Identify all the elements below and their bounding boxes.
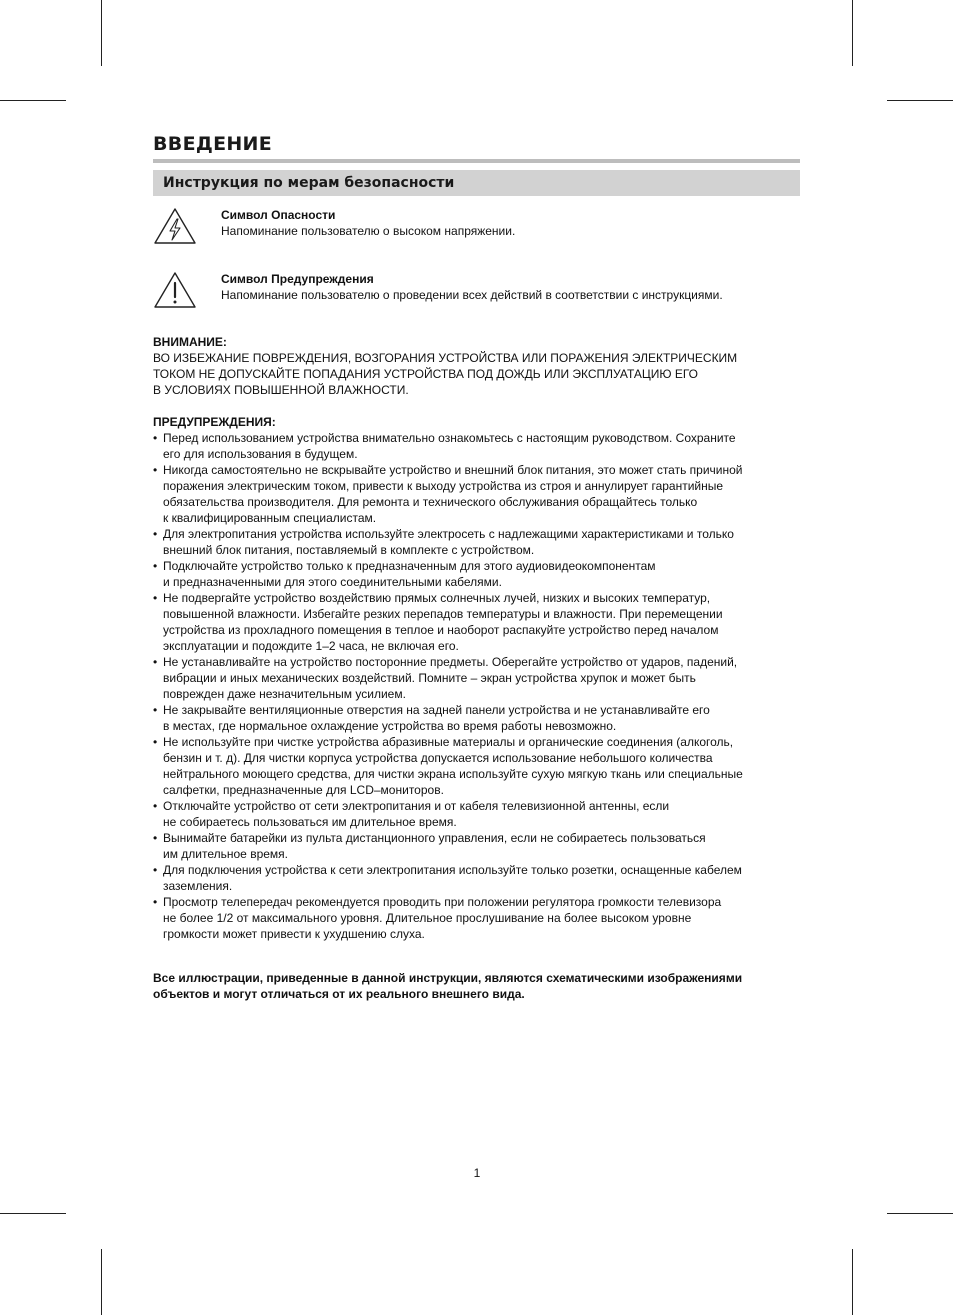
warning-line: • Никогда самостоятельно не вскрывайте устройство и внешний блок питания, это может стать причиной (163, 463, 743, 477)
warning-line: нейтрального моющего средства, для чистки экрана используйте сухую мягкую ткань или специальные (163, 767, 743, 781)
page-title: ВВЕДЕНИЕ (153, 133, 273, 155)
warning-item (153, 462, 813, 526)
warning-line: • Не устанавливайте на устройство посторонние предметы. Оберегайте устройство от ударов, падений, (163, 655, 738, 669)
warning-line: к квалифицированным специалистам. (163, 511, 377, 525)
warning-item (153, 558, 813, 590)
warning-line: салфетки, предназначенные для LCD–мониторов. (163, 783, 444, 797)
disclaimer-line: объектов и могут отличаться от их реального внешнего вида. (153, 987, 525, 1001)
warnings-list (153, 430, 813, 942)
warning-line: его для использования в будущем. (163, 447, 358, 461)
warning-line: • Вынимайте батарейки из пульта дистанционного управления, если не собираетесь пользоваться (163, 831, 706, 845)
attention-heading: ВНИМАНИЕ: (153, 335, 227, 349)
warning-line: громкости может привести к ухудшению слуха. (163, 927, 425, 941)
crop-mark (887, 100, 953, 101)
warning-line: не собираетесь пользоваться им длительное время. (163, 815, 457, 829)
warning-line: вибрации и иных механических воздействий. Помните – экран устройства хрупок и может быть (163, 671, 696, 685)
crop-mark (101, 0, 102, 66)
warning-line: эксплуатации и подождите 1–2 часа, не включая его. (163, 639, 459, 653)
attention-line: ВО ИЗБЕЖАНИЕ ПОВРЕЖДЕНИЯ, ВОЗГОРАНИЯ УСТРОЙСТВА ИЛИ ПОРАЖЕНИЯ ЭЛЕКТРИЧЕСКИМ (153, 351, 738, 365)
warning-line: • Для подключения устройства к сети электропитания используйте только розетки, оснащенные кабелем (163, 863, 742, 877)
warning-item (153, 798, 813, 830)
warning-line: • Не используйте при чистке устройства абразивные материалы и органические соединения (алкоголь, (163, 735, 734, 749)
crop-mark (101, 1249, 102, 1315)
warning-line: в местах, где нормальное охлаждение устройства во время работы невозможно. (163, 719, 617, 733)
warning-line: • Для электропитания устройства используйте электросеть с надлежащими характеристиками и только (163, 527, 734, 541)
symbol-description: Напоминание пользователю о высоком напряжении. (221, 224, 516, 238)
attention-line: В УСЛОВИЯХ ПОВЫШЕННОЙ ВЛАЖНОСТИ. (153, 383, 409, 397)
disclaimer-line: Все иллюстрации, приведенные в данной инструкции, являются схематическими изображениями (153, 971, 743, 985)
warning-item (153, 734, 813, 798)
warning-line: • Не подвергайте устройство воздействию прямых солнечных лучей, низких и высоких температур, (163, 591, 711, 605)
warning-item (153, 702, 813, 734)
warnings-heading: ПРЕДУПРЕЖДЕНИЯ: (153, 415, 276, 429)
warning-item (153, 894, 813, 942)
attention-line: ТОКОМ НЕ ДОПУСКАЙТЕ ПОПАДАНИЯ УСТРОЙСТВА ПОД ДОЖДЬ ИЛИ ЭКСПЛУАТАЦИЮ ЕГО (153, 367, 698, 381)
warning-line: • Перед использованием устройства внимательно ознакомьтесь с настоящим руководством. Сохраните (163, 431, 736, 445)
crop-mark (852, 1249, 853, 1315)
crop-mark (887, 1213, 953, 1214)
warning-line: поврежден даже незначительным усилием. (163, 687, 406, 701)
title-rule (153, 159, 800, 163)
crop-mark (0, 100, 66, 101)
warning-line: устройства из прохладного помещения в теплое и наоборот распакуйте устройство перед началом (163, 623, 719, 637)
warning-line: им длительное время. (163, 847, 288, 861)
warnings-block (153, 414, 813, 942)
section-title: Инструкция по мерам безопасности (153, 170, 800, 196)
warning-line: бензин и т. д). Для чистки корпуса устройства допускается использование небольшого количества (163, 751, 713, 765)
warning-line: поражения электрическим током, привести к выходу устройства из строя и аннулирует гарантийные (163, 479, 724, 493)
warning-line: • Отключайте устройство от сети электропитания и от кабеля телевизионной антенны, если (163, 799, 670, 813)
warning-line: и предназначенными для этого соединительными кабелями. (163, 575, 502, 589)
warning-line: заземления. (163, 879, 233, 893)
warning-item (153, 862, 813, 894)
warning-line: • Подключайте устройство только к предназначенным для этого аудиовидеокомпонентам (163, 559, 656, 573)
symbol-title: Символ Предупреждения (221, 272, 374, 286)
warning-line: • Не закрывайте вентиляционные отверстия на задней панели устройства и не устанавливайте его (163, 703, 710, 717)
warning-line: не более 1/2 от максимального уровня. Длительное прослушивание на более высоком уровне (163, 911, 692, 925)
symbol-description: Напоминание пользователю о проведении всех действий в соответствии с инструкциями. (221, 288, 723, 302)
page-number: 1 (473, 1166, 481, 1180)
lightning-warning-icon (153, 207, 197, 245)
warning-line: • Просмотр телепередач рекомендуется проводить при положении регулятора громкости телевизора (163, 895, 722, 909)
warning-item (153, 654, 813, 702)
attention-block (153, 334, 813, 398)
illustration-disclaimer (153, 970, 813, 1002)
warning-line: повышенной влажности. Избегайте резких перепадов температуры и влажности. При перемещении (163, 607, 723, 621)
symbol-title: Символ Опасности (221, 208, 336, 222)
exclamation-warning-icon (153, 271, 197, 309)
warning-item (153, 430, 813, 462)
warning-line: обязательства производителя. Для ремонта и технического обслуживания обращайтесь только (163, 495, 698, 509)
warning-item (153, 830, 813, 862)
crop-mark (0, 1213, 66, 1214)
warning-item (153, 526, 813, 558)
warning-line: внешний блок питания, поставляемый в комплекте с устройством. (163, 543, 535, 557)
warning-item (153, 590, 813, 654)
crop-mark (852, 0, 853, 66)
